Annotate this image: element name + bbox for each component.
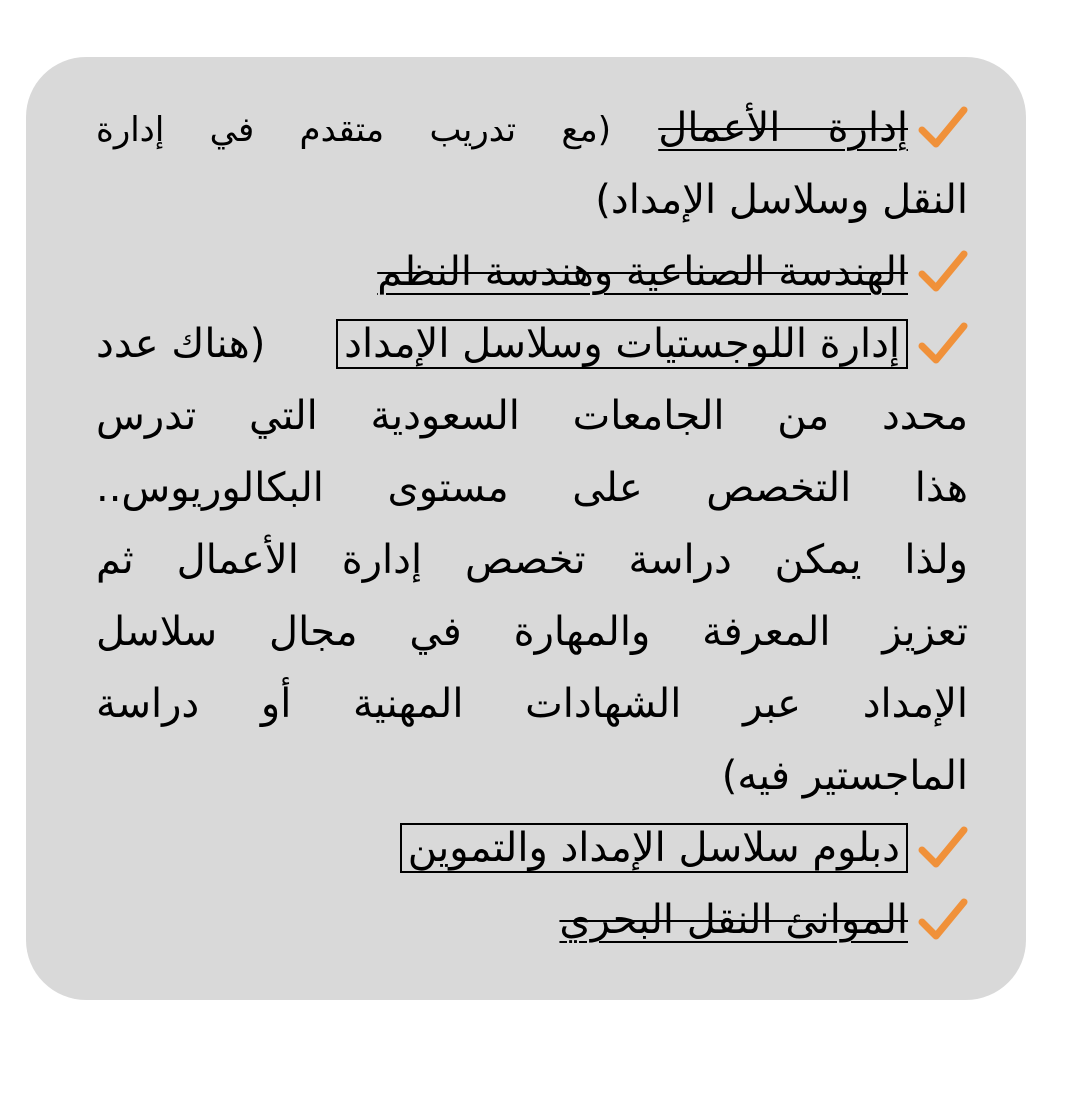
item-title-boxed: إدارة اللوجستيات وسلاسل الإمداد [336,319,908,369]
item-note: هذا التخصص على مستوى البكالوريوس.. [96,465,968,511]
list-item-continuation [96,380,968,452]
list-item-continuation [96,164,968,236]
list-item [96,308,968,380]
checkmark-icon [918,896,968,944]
checkmark-icon [918,248,968,296]
item-note: (مع تدريب متقدم في إدارة [96,110,611,150]
item-note: الماجستير فيه) [721,753,968,799]
checkmark-icon [918,824,968,872]
list-item-continuation [96,668,968,740]
list-item-continuation [96,452,968,524]
item-note: تعزيز المعرفة والمهارة في مجال سلاسل [96,609,968,655]
list-item [96,92,968,164]
list-item-continuation [96,740,968,812]
item-note: محدد من الجامعات السعودية التي تدرس [96,393,968,439]
list-item-continuation [96,596,968,668]
specializations-list [96,92,968,956]
checkmark-icon [918,104,968,152]
list-item [96,884,968,956]
item-note: (هناك عدد [96,321,266,367]
item-note: النقل وسلاسل الإمداد) [595,177,968,223]
checkmark-icon [918,320,968,368]
item-note: الإمداد عبر الشهادات المهنية أو دراسة [96,681,968,727]
item-title: الهندسة الصناعية وهندسة النظم [377,249,908,295]
list-item-continuation [96,524,968,596]
list-item [96,236,968,308]
list-item [96,812,968,884]
item-title: إدارة الأعمال [658,105,908,151]
item-note: ولذا يمكن دراسة تخصص إدارة الأعمال ثم [96,537,968,583]
item-title-boxed: دبلوم سلاسل الإمداد والتموين [400,823,908,873]
item-title: الموانئ النقل البحري [559,897,908,943]
